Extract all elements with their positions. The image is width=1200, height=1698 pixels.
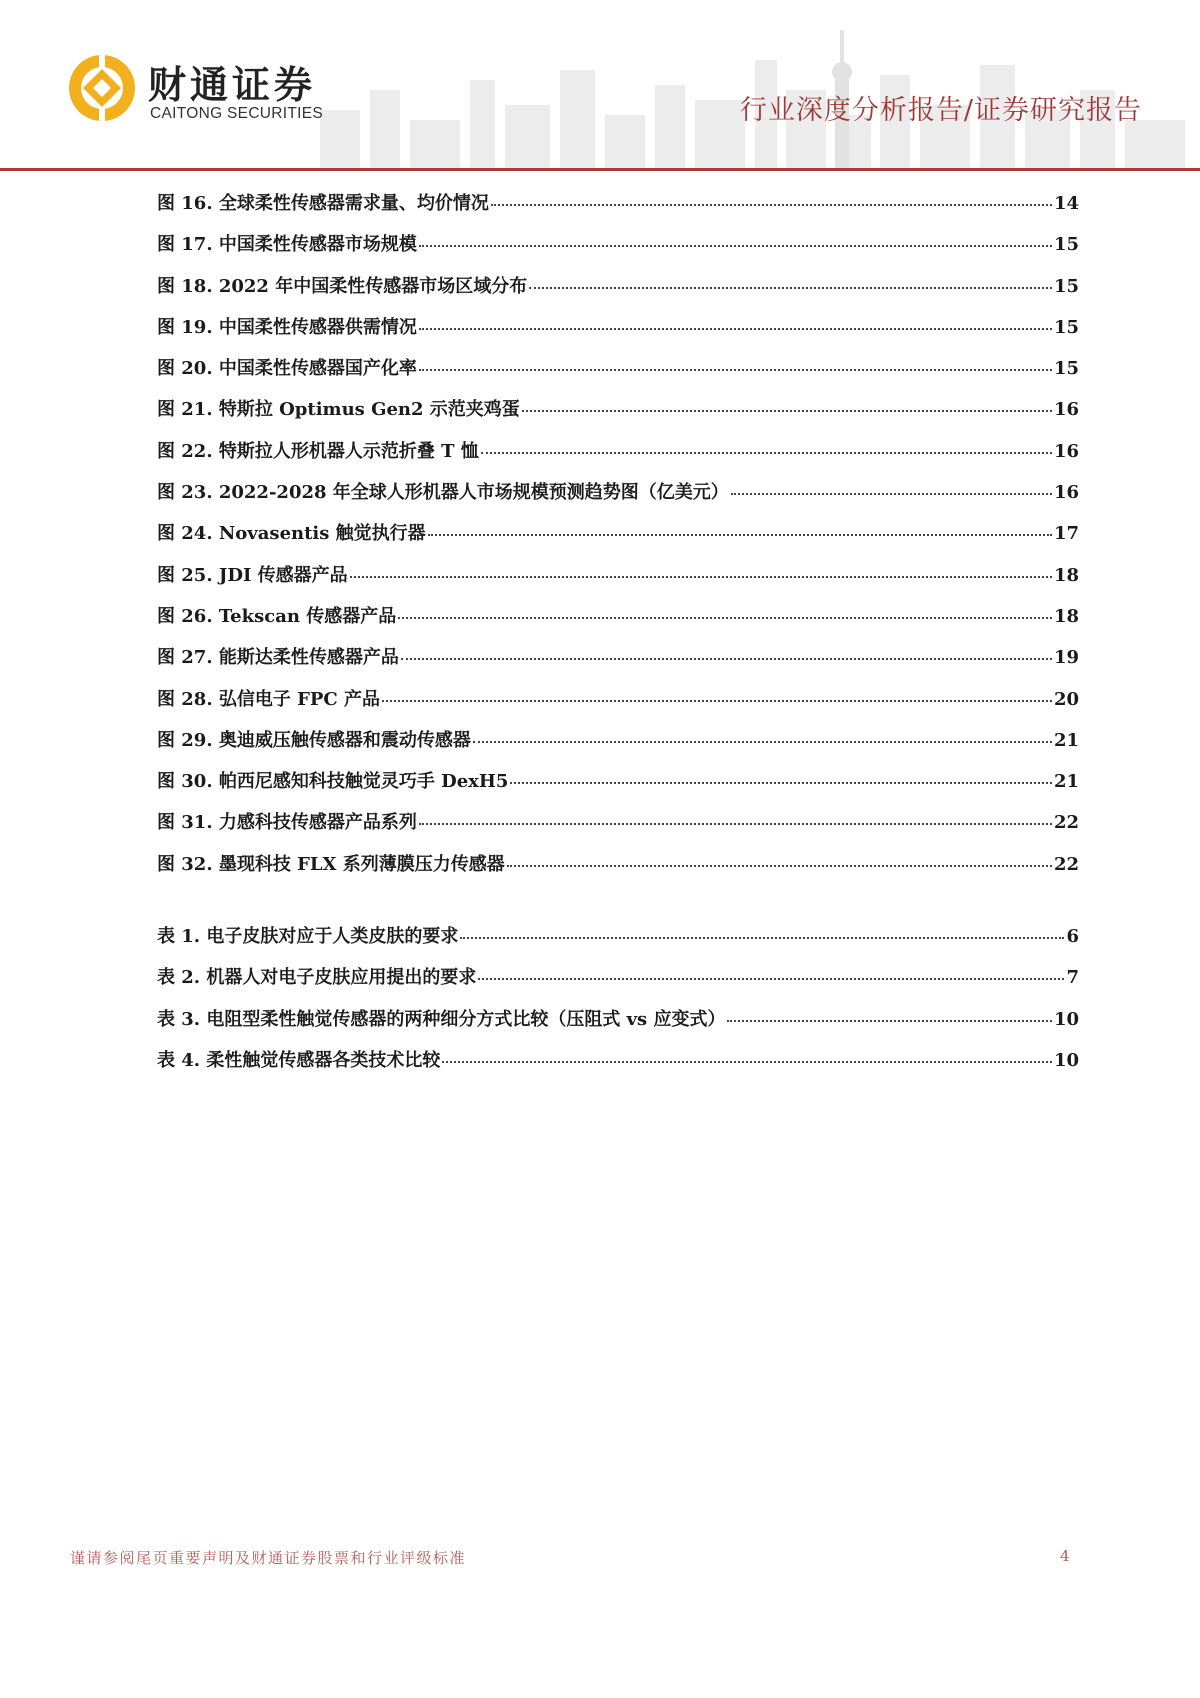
toc-entry-label: 图 29. 奥迪威压触传感器和震动传感器 bbox=[157, 729, 471, 751]
toc-entry-label: 图 31. 力感科技传感器产品系列 bbox=[157, 812, 417, 834]
toc-entry-label: 图 22. 特斯拉人形机器人示范折叠 T 恤 bbox=[157, 440, 479, 462]
toc-entry[interactable] bbox=[157, 602, 1079, 643]
footer-page-number: 4 bbox=[1060, 1547, 1070, 1565]
toc-dot-leader bbox=[419, 244, 1052, 247]
toc-entry-page: 16 bbox=[1053, 482, 1079, 504]
toc-dot-leader bbox=[478, 977, 1064, 980]
toc-entry-label: 图 26. Tekscan 传感器产品 bbox=[157, 605, 397, 627]
toc-entry-page: 7 bbox=[1066, 967, 1079, 989]
page-header bbox=[0, 0, 1200, 172]
toc-dot-leader bbox=[510, 781, 1051, 784]
toc-entry-page: 18 bbox=[1053, 564, 1079, 586]
toc-entry-page: 15 bbox=[1053, 358, 1079, 380]
footer-disclaimer: 谨请参阅尾页重要声明及财通证券股票和行业评级标准 bbox=[70, 1549, 467, 1567]
toc-entry-page: 14 bbox=[1053, 193, 1079, 214]
toc-entry-label: 图 30. 帕西尼感知科技触觉灵巧手 DexH5 bbox=[157, 771, 509, 793]
toc-entry[interactable] bbox=[157, 643, 1079, 684]
toc-entry-page: 10 bbox=[1053, 1008, 1079, 1030]
toc-entry-label: 图 20. 中国柔性传感器国产化率 bbox=[157, 358, 417, 380]
table-of-contents bbox=[157, 189, 1079, 1087]
toc-dot-leader bbox=[401, 657, 1052, 660]
toc-entry[interactable] bbox=[157, 478, 1079, 519]
toc-dot-leader bbox=[727, 1019, 1051, 1022]
toc-entry[interactable] bbox=[157, 685, 1079, 726]
toc-entry[interactable] bbox=[157, 395, 1079, 436]
toc-entry[interactable] bbox=[157, 272, 1079, 313]
toc-entry-label: 图 27. 能斯达柔性传感器产品 bbox=[157, 647, 399, 669]
toc-dot-leader bbox=[507, 864, 1052, 867]
logo-english-name: CAITONG SECURITIES bbox=[150, 105, 324, 122]
toc-entry-page: 21 bbox=[1053, 771, 1079, 793]
toc-entry[interactable] bbox=[157, 726, 1079, 767]
toc-entry-label: 图 16. 全球柔性传感器需求量、均价情况 bbox=[157, 193, 489, 214]
toc-entry[interactable] bbox=[157, 963, 1079, 1004]
toc-entry-label: 图 17. 中国柔性传感器市场规模 bbox=[157, 234, 417, 256]
toc-dot-leader bbox=[382, 699, 1052, 702]
toc-dot-leader bbox=[460, 936, 1064, 939]
toc-dot-leader bbox=[731, 492, 1052, 495]
toc-entry[interactable] bbox=[157, 1046, 1079, 1087]
toc-entry[interactable] bbox=[157, 230, 1079, 271]
toc-entry-page: 22 bbox=[1053, 812, 1079, 834]
toc-entry[interactable] bbox=[157, 767, 1079, 808]
toc-entry-label: 图 21. 特斯拉 Optimus Gen2 示范夹鸡蛋 bbox=[157, 399, 520, 421]
toc-entry-page: 20 bbox=[1053, 688, 1079, 710]
header-divider bbox=[0, 168, 1200, 171]
toc-entry[interactable] bbox=[157, 313, 1079, 354]
toc-dot-leader bbox=[419, 822, 1052, 825]
toc-entry[interactable] bbox=[157, 519, 1079, 560]
toc-entry-label: 表 3. 电阻型柔性触觉传感器的两种细分方式比较（压阻式 vs 应变式） bbox=[157, 1008, 726, 1030]
toc-entry-label: 图 24. Novasentis 触觉执行器 bbox=[157, 523, 426, 545]
toc-entry-page: 17 bbox=[1053, 523, 1079, 545]
toc-entry[interactable] bbox=[157, 189, 1079, 230]
toc-entry-label: 图 18. 2022 年中国柔性传感器市场区域分布 bbox=[157, 275, 528, 297]
toc-entry-label: 图 32. 墨现科技 FLX 系列薄膜压力传感器 bbox=[157, 853, 505, 875]
toc-entry-label: 表 4. 柔性触觉传感器各类技术比较 bbox=[157, 1049, 441, 1071]
toc-entry-page: 21 bbox=[1053, 729, 1079, 751]
toc-entry-page: 15 bbox=[1053, 316, 1079, 338]
toc-dot-leader bbox=[428, 533, 1052, 536]
toc-entry[interactable] bbox=[157, 922, 1079, 963]
caitong-emblem-icon bbox=[66, 52, 138, 124]
toc-dot-leader bbox=[350, 575, 1052, 578]
caitong-logo bbox=[66, 52, 366, 132]
toc-dot-leader bbox=[481, 451, 1052, 454]
toc-entry-page: 6 bbox=[1066, 926, 1079, 948]
toc-entry[interactable] bbox=[157, 1005, 1079, 1046]
figure-list bbox=[157, 189, 1079, 891]
toc-entry[interactable] bbox=[157, 561, 1079, 602]
toc-entry-label: 图 23. 2022-2028 年全球人形机器人市场规模预测趋势图（亿美元） bbox=[157, 482, 729, 504]
logo-chinese-name: 财通证券 bbox=[148, 63, 317, 107]
toc-dot-leader bbox=[491, 203, 1052, 206]
toc-entry-page: 15 bbox=[1053, 234, 1079, 256]
toc-dot-leader bbox=[419, 368, 1052, 371]
toc-entry-page: 16 bbox=[1053, 440, 1079, 462]
toc-entry-label: 表 2. 机器人对电子皮肤应用提出的要求 bbox=[157, 967, 477, 989]
section-gap bbox=[157, 891, 1079, 922]
toc-entry-page: 16 bbox=[1053, 399, 1079, 421]
toc-dot-leader bbox=[419, 327, 1052, 330]
toc-entry-label: 图 25. JDI 传感器产品 bbox=[157, 564, 348, 586]
toc-entry-page: 18 bbox=[1053, 605, 1079, 627]
toc-dot-leader bbox=[529, 286, 1052, 289]
toc-entry[interactable] bbox=[157, 437, 1079, 478]
toc-entry[interactable] bbox=[157, 850, 1079, 891]
toc-dot-leader bbox=[442, 1060, 1052, 1063]
toc-entry-page: 15 bbox=[1053, 275, 1079, 297]
toc-entry-label: 图 28. 弘信电子 FPC 产品 bbox=[157, 688, 381, 710]
toc-entry[interactable] bbox=[157, 354, 1079, 395]
toc-dot-leader bbox=[473, 740, 1052, 743]
report-type-title: 行业深度分析报告/证券研究报告 bbox=[739, 95, 1142, 126]
toc-entry[interactable] bbox=[157, 808, 1079, 849]
toc-dot-leader bbox=[398, 616, 1052, 619]
toc-dot-leader bbox=[522, 409, 1052, 412]
toc-entry-page: 22 bbox=[1053, 853, 1079, 875]
toc-entry-page: 10 bbox=[1053, 1049, 1079, 1071]
table-list bbox=[157, 922, 1079, 1087]
toc-entry-page: 19 bbox=[1053, 647, 1079, 669]
toc-entry-label: 表 1. 电子皮肤对应于人类皮肤的要求 bbox=[157, 926, 459, 948]
toc-entry-label: 图 19. 中国柔性传感器供需情况 bbox=[157, 316, 417, 338]
